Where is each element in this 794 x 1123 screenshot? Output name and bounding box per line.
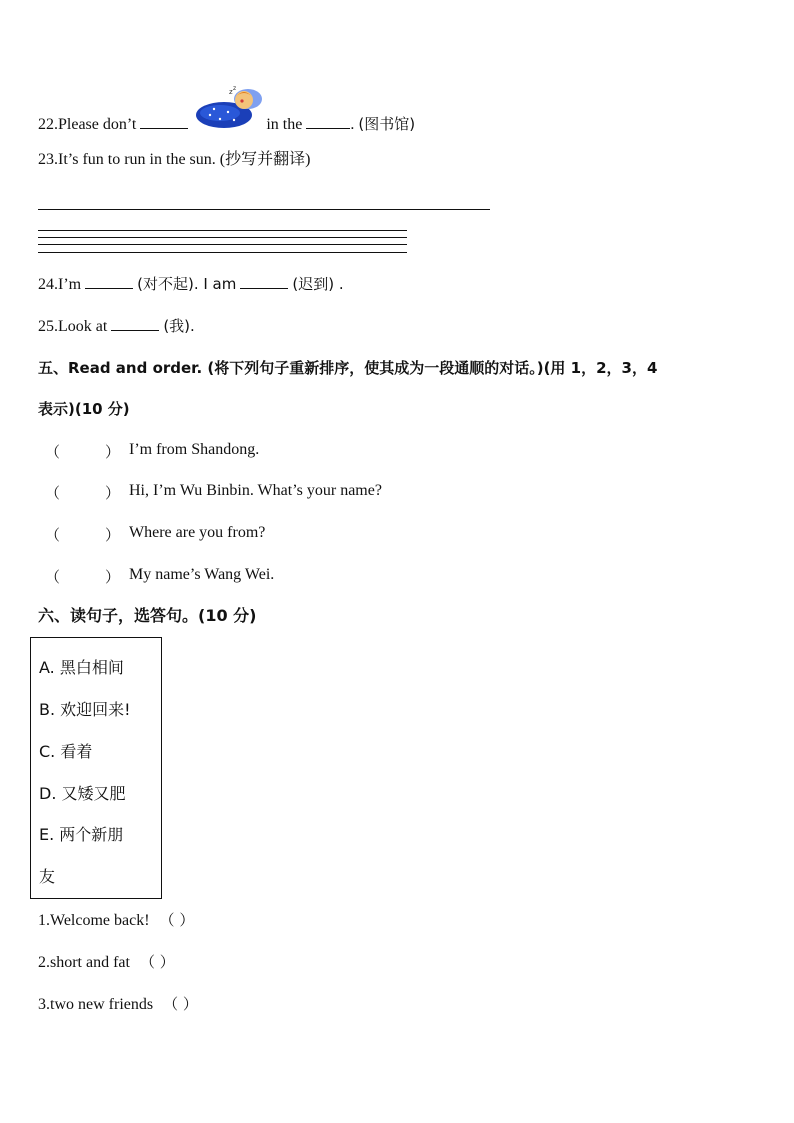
match-question-text: 2.short and fat bbox=[38, 954, 130, 971]
q24-blank-1[interactable] bbox=[85, 274, 133, 289]
q22-prefix: 22.Please don’t bbox=[38, 116, 137, 133]
order-sentence: I’m from Shandong. bbox=[129, 441, 260, 458]
answer-option: D. 又矮又肥 bbox=[39, 784, 126, 803]
question-23 bbox=[38, 150, 310, 170]
order-paren-close: ） bbox=[105, 526, 121, 544]
order-paren-open[interactable]: （ bbox=[45, 526, 61, 544]
answer-options-box bbox=[30, 637, 162, 899]
answer-paren[interactable]: （ ） bbox=[163, 995, 198, 1013]
q23-text: 23.It’s fun to run in the sun. (抄写并翻译) bbox=[38, 151, 311, 168]
order-sentence: My name’s Wang Wei. bbox=[129, 566, 275, 583]
match-question-text: 1.Welcome back! bbox=[38, 912, 150, 929]
order-paren-open[interactable]: （ bbox=[45, 443, 61, 461]
match-question bbox=[38, 952, 175, 973]
writing-line[interactable] bbox=[38, 209, 490, 210]
order-paren-close: ） bbox=[105, 568, 121, 586]
section-5-title-line-1: 五、Read and order. (将下列句子重新排序，使其成为一段通顺的对话。)(用 1，2，3，4 bbox=[38, 359, 658, 377]
sleeping-child-icon bbox=[192, 85, 262, 135]
q24-hint-1: (对不起). I am bbox=[137, 275, 237, 293]
answer-paren[interactable]: （ ） bbox=[139, 953, 175, 971]
answer-option: E. 两个新朋 bbox=[39, 825, 124, 844]
four-line-grid-line bbox=[38, 237, 407, 238]
q25-prefix: 25.Look at bbox=[38, 318, 108, 335]
q22-middle: in the bbox=[266, 116, 303, 133]
answer-option: C. 看着 bbox=[39, 742, 93, 761]
match-question-text: 3.two new friends bbox=[38, 996, 154, 1013]
order-paren-close: ） bbox=[105, 484, 121, 502]
q22-period: . bbox=[350, 116, 355, 133]
four-line-grid-line bbox=[38, 230, 407, 231]
order-paren-open[interactable]: （ bbox=[45, 568, 61, 586]
q25-hint: (我). bbox=[163, 317, 195, 335]
q22-blank-2[interactable] bbox=[306, 114, 350, 129]
svg-text:z: z bbox=[233, 85, 237, 92]
answer-option-continuation: 友 bbox=[39, 867, 56, 886]
answer-option: A. 黑白相间 bbox=[39, 658, 124, 677]
svg-text:z: z bbox=[229, 88, 234, 96]
order-sentence: Where are you from? bbox=[129, 524, 266, 541]
question-22 bbox=[38, 85, 416, 135]
order-item bbox=[0, 482, 794, 504]
order-item bbox=[0, 441, 794, 463]
match-question bbox=[38, 994, 198, 1015]
match-question bbox=[38, 910, 194, 931]
order-sentence: Hi, I’m Wu Binbin. What’s your name? bbox=[129, 482, 382, 499]
q25-blank[interactable] bbox=[111, 316, 159, 331]
q22-blank-1[interactable] bbox=[140, 114, 188, 129]
order-paren-open[interactable]: （ bbox=[45, 484, 61, 502]
q22-hint: (图书馆) bbox=[358, 115, 416, 133]
four-line-grid-line bbox=[38, 252, 407, 253]
section-5-title-line-2: 表示)(10 分) bbox=[38, 400, 130, 418]
order-item bbox=[0, 566, 794, 588]
q24-blank-2[interactable] bbox=[240, 274, 288, 289]
order-paren-close: ） bbox=[105, 443, 121, 461]
q24-prefix: 24.I’m bbox=[38, 276, 82, 293]
question-24 bbox=[38, 274, 344, 295]
answer-paren[interactable]: （ ） bbox=[159, 911, 195, 929]
order-item bbox=[0, 524, 794, 546]
question-25 bbox=[38, 316, 195, 337]
section-6-title: 六、读句子，选答句。(10 分) bbox=[38, 606, 257, 625]
answer-option: B. 欢迎回来! bbox=[39, 700, 131, 719]
q24-hint-2: (迟到) . bbox=[292, 275, 344, 293]
four-line-grid-line bbox=[38, 244, 407, 245]
